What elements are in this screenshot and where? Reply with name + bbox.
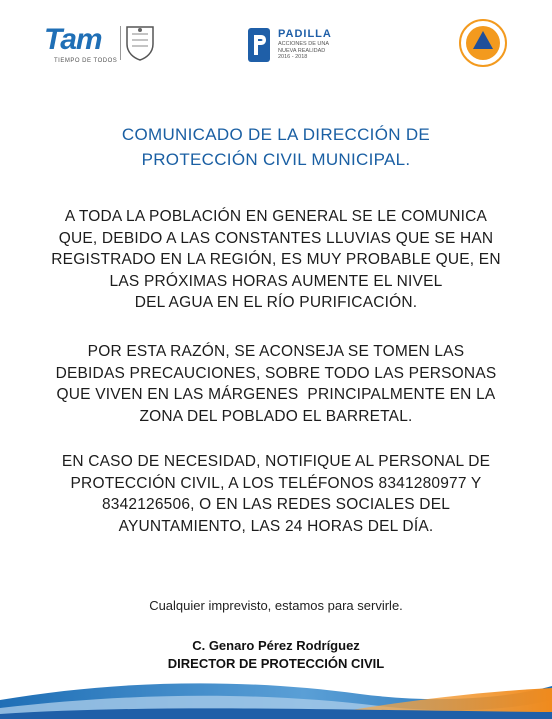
paragraph-line: DEL AGUA EN EL RÍO PURIFICACIÓN. bbox=[134, 294, 418, 311]
padilla-logo bbox=[248, 28, 338, 68]
signature-position: DIRECTOR DE PROTECCIÓN CIVIL bbox=[167, 656, 385, 671]
padilla-subtitle: ACCIONES DE UNA NUEVA REALIDAD 2016 - 2018 bbox=[278, 41, 330, 60]
proteccion-civil-seal-icon bbox=[458, 18, 508, 68]
closing-text: Cualquier imprevisto, estamos para servirle. bbox=[149, 598, 403, 613]
footer-wave-decoration bbox=[0, 670, 552, 719]
paragraph-line: PROTECCIÓN CIVIL, A LOS TELÉFONOS 8341280977 Y bbox=[70, 474, 482, 492]
coat-of-arms-icon bbox=[124, 24, 156, 62]
title-line: COMUNICADO DE LA DIRECCIÓN DE bbox=[121, 125, 431, 144]
header-logos bbox=[0, 0, 552, 95]
paragraph-contact bbox=[26, 451, 526, 537]
paragraph-line: QUE, DEBIDO A LAS CONSTANTES LLUVIAS QUE SE HAN bbox=[58, 229, 494, 247]
paragraph-line: LAS PRÓXIMAS HORAS AUMENTE EL NIVEL bbox=[109, 272, 443, 290]
padilla-p-icon bbox=[248, 28, 270, 62]
logo-divider bbox=[120, 26, 121, 60]
signature-name: C. Genaro Pérez Rodríguez bbox=[192, 638, 360, 653]
paragraph-line: EN CASO DE NECESIDAD, NOTIFIQUE AL PERSONAL DE bbox=[61, 453, 491, 470]
paragraph-line: POR ESTA RAZÓN, SE ACONSEJA SE TOMEN LAS bbox=[87, 343, 465, 360]
paragraph-line: QUE VIVEN EN LAS MÁRGENES PRINCIPALMENTE EN LA bbox=[56, 386, 496, 403]
paragraph-line: AYUNTAMIENTO, LAS 24 HORAS DEL DÍA. bbox=[118, 517, 434, 535]
paragraph-line: 8342126506, O EN LAS REDES SOCIALES DEL bbox=[101, 496, 451, 513]
paragraph-flood-warning bbox=[26, 206, 526, 314]
padilla-title: PADILLA bbox=[278, 28, 332, 40]
paragraph-line: A TODA LA POBLACIÓN EN GENERAL SE LE COMUNICA bbox=[64, 208, 488, 225]
paragraph-line: DEBIDAS PRECAUCIONES, SOBRE TODO LAS PERSONAS bbox=[55, 364, 497, 382]
tam-logo-text: Tam bbox=[44, 23, 102, 56]
title-line: PROTECCIÓN CIVIL MUNICIPAL. bbox=[141, 150, 411, 169]
paragraph-line: REGISTRADO EN LA REGIÓN, ES MUY PROBABLE QUE, EN bbox=[51, 251, 501, 268]
tam-tagline: TIEMPO DE TODOS bbox=[54, 58, 118, 64]
paragraph-line: ZONA DEL POBLADO EL BARRETAL. bbox=[139, 407, 413, 425]
tam-logo bbox=[44, 22, 124, 66]
paragraph-precautions bbox=[26, 341, 526, 427]
page-title bbox=[0, 122, 552, 172]
